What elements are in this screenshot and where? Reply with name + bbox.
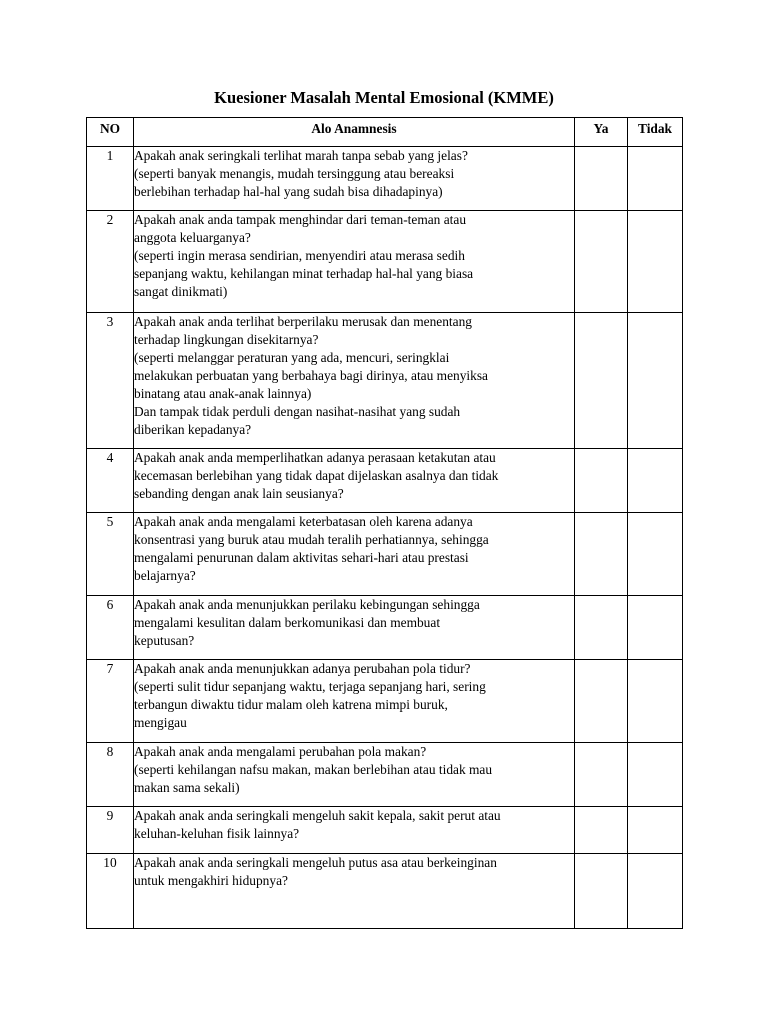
question-line: Apakah anak anda mengalami keterbatasan oleh karena adanya — [134, 514, 473, 529]
question-line: sebanding dengan anak lain seusianya? — [134, 486, 344, 501]
row-number: 1 — [87, 147, 134, 211]
answer-no-cell[interactable] — [628, 596, 683, 660]
question-line: keluhan-keluhan fisik lainnya? — [134, 826, 300, 841]
row-number: 4 — [87, 449, 134, 513]
question-line: Apakah anak anda tampak menghindar dari teman-teman atau — [134, 212, 467, 227]
question-line: (seperti melanggar peraturan yang ada, mencuri, seringklai — [134, 350, 450, 365]
answer-no-cell[interactable] — [628, 807, 683, 854]
question-line: Apakah anak anda menunjukkan adanya perubahan pola tidur? — [134, 661, 471, 676]
answer-yes-cell[interactable] — [575, 313, 628, 449]
question-line: Apakah anak anda seringkali mengeluh sakit kepala, sakit perut atau — [134, 808, 501, 823]
header-question: Alo Anamnesis — [134, 118, 575, 147]
table-body — [87, 147, 683, 929]
question-line: Apakah anak anda mengalami perubahan pola makan? — [134, 744, 427, 759]
table-row — [87, 147, 683, 211]
header-no: NO — [87, 118, 134, 147]
question-line: melakukan perbuatan yang berbahaya bagi dirinya, atau menyiksa — [134, 368, 488, 383]
question-line: belajarnya? — [134, 568, 196, 583]
table-row — [87, 513, 683, 596]
answer-yes-cell[interactable] — [575, 854, 628, 929]
question-line: (seperti banyak menangis, mudah tersinggung atau bereaksi — [134, 166, 455, 181]
question-line: Dan tampak tidak perduli dengan nasihat-nasihat yang sudah — [134, 404, 461, 419]
question-line: mengalami penurunan dalam aktivitas sehari-hari atau prestasi — [134, 550, 469, 565]
question-line: mengigau — [134, 715, 187, 730]
row-number: 6 — [87, 596, 134, 660]
question-line: diberikan kepadanya? — [134, 422, 252, 437]
question-text — [134, 147, 575, 211]
question-line: (seperti kehilangan nafsu makan, makan berlebihan atau tidak mau — [134, 762, 493, 777]
table-row — [87, 743, 683, 807]
answer-yes-cell[interactable] — [575, 211, 628, 313]
question-line: untuk mengakhiri hidupnya? — [134, 873, 288, 888]
question-line: terhadap lingkungan disekitarnya? — [134, 332, 319, 347]
row-number: 2 — [87, 211, 134, 313]
answer-yes-cell[interactable] — [575, 743, 628, 807]
answer-yes-cell[interactable] — [575, 449, 628, 513]
question-line: sepanjang waktu, kehilangan minat terhadap hal-hal yang biasa — [134, 266, 474, 281]
question-text — [134, 743, 575, 807]
table-row — [87, 807, 683, 854]
header-yes: Ya — [575, 118, 628, 147]
question-line: berlebihan terhadap hal-hal yang sudah bisa dihadapinya) — [134, 184, 443, 199]
question-text — [134, 854, 575, 929]
table-row — [87, 449, 683, 513]
table-row — [87, 660, 683, 743]
answer-no-cell[interactable] — [628, 660, 683, 743]
question-line: Apakah anak anda terlihat berperilaku merusak dan menentang — [134, 314, 472, 329]
question-text — [134, 513, 575, 596]
question-text — [134, 449, 575, 513]
question-line: (seperti sulit tidur sepanjang waktu, terjaga sepanjang hari, sering — [134, 679, 486, 694]
row-number: 5 — [87, 513, 134, 596]
answer-no-cell[interactable] — [628, 449, 683, 513]
question-line: binatang atau anak-anak lainnya) — [134, 386, 312, 401]
row-number: 3 — [87, 313, 134, 449]
question-text — [134, 660, 575, 743]
answer-no-cell[interactable] — [628, 211, 683, 313]
question-line: mengalami kesulitan dalam berkomunikasi dan membuat — [134, 615, 441, 630]
answer-yes-cell[interactable] — [575, 807, 628, 854]
question-line: konsentrasi yang buruk atau mudah teralih perhatiannya, sehingga — [134, 532, 489, 547]
question-line: makan sama sekali) — [134, 780, 240, 795]
answer-no-cell[interactable] — [628, 313, 683, 449]
answer-yes-cell[interactable] — [575, 513, 628, 596]
question-text — [134, 596, 575, 660]
row-number: 8 — [87, 743, 134, 807]
table-header-row — [87, 118, 683, 147]
row-number: 10 — [87, 854, 134, 929]
table-row — [87, 854, 683, 929]
row-number: 7 — [87, 660, 134, 743]
header-no-answer: Tidak — [628, 118, 683, 147]
row-number: 9 — [87, 807, 134, 854]
question-line: Apakah anak seringkali terlihat marah tanpa sebab yang jelas? — [134, 148, 468, 163]
question-line: Apakah anak anda seringkali mengeluh putus asa atau berkeinginan — [134, 855, 497, 870]
table-row — [87, 313, 683, 449]
questionnaire-table — [86, 117, 683, 929]
answer-no-cell[interactable] — [628, 513, 683, 596]
question-line: sangat dinikmati) — [134, 284, 228, 299]
question-text — [134, 211, 575, 313]
page-title: Kuesioner Masalah Mental Emosional (KMME) — [214, 88, 554, 107]
answer-no-cell[interactable] — [628, 854, 683, 929]
question-line: (seperti ingin merasa sendirian, menyendiri atau merasa sedih — [134, 248, 465, 263]
answer-yes-cell[interactable] — [575, 596, 628, 660]
question-line: Apakah anak anda memperlihatkan adanya perasaan ketakutan atau — [134, 450, 496, 465]
question-line: terbangun diwaktu tidur malam oleh katrena mimpi buruk, — [134, 697, 448, 712]
question-text — [134, 313, 575, 449]
answer-no-cell[interactable] — [628, 147, 683, 211]
answer-yes-cell[interactable] — [575, 660, 628, 743]
question-line: keputusan? — [134, 633, 195, 648]
table-row — [87, 596, 683, 660]
question-text — [134, 807, 575, 854]
table-row — [87, 211, 683, 313]
answer-yes-cell[interactable] — [575, 147, 628, 211]
question-line: anggota keluarganya? — [134, 230, 251, 245]
answer-no-cell[interactable] — [628, 743, 683, 807]
question-line: kecemasan berlebihan yang tidak dapat dijelaskan asalnya dan tidak — [134, 468, 499, 483]
question-line: Apakah anak anda menunjukkan perilaku kebingungan sehingga — [134, 597, 480, 612]
